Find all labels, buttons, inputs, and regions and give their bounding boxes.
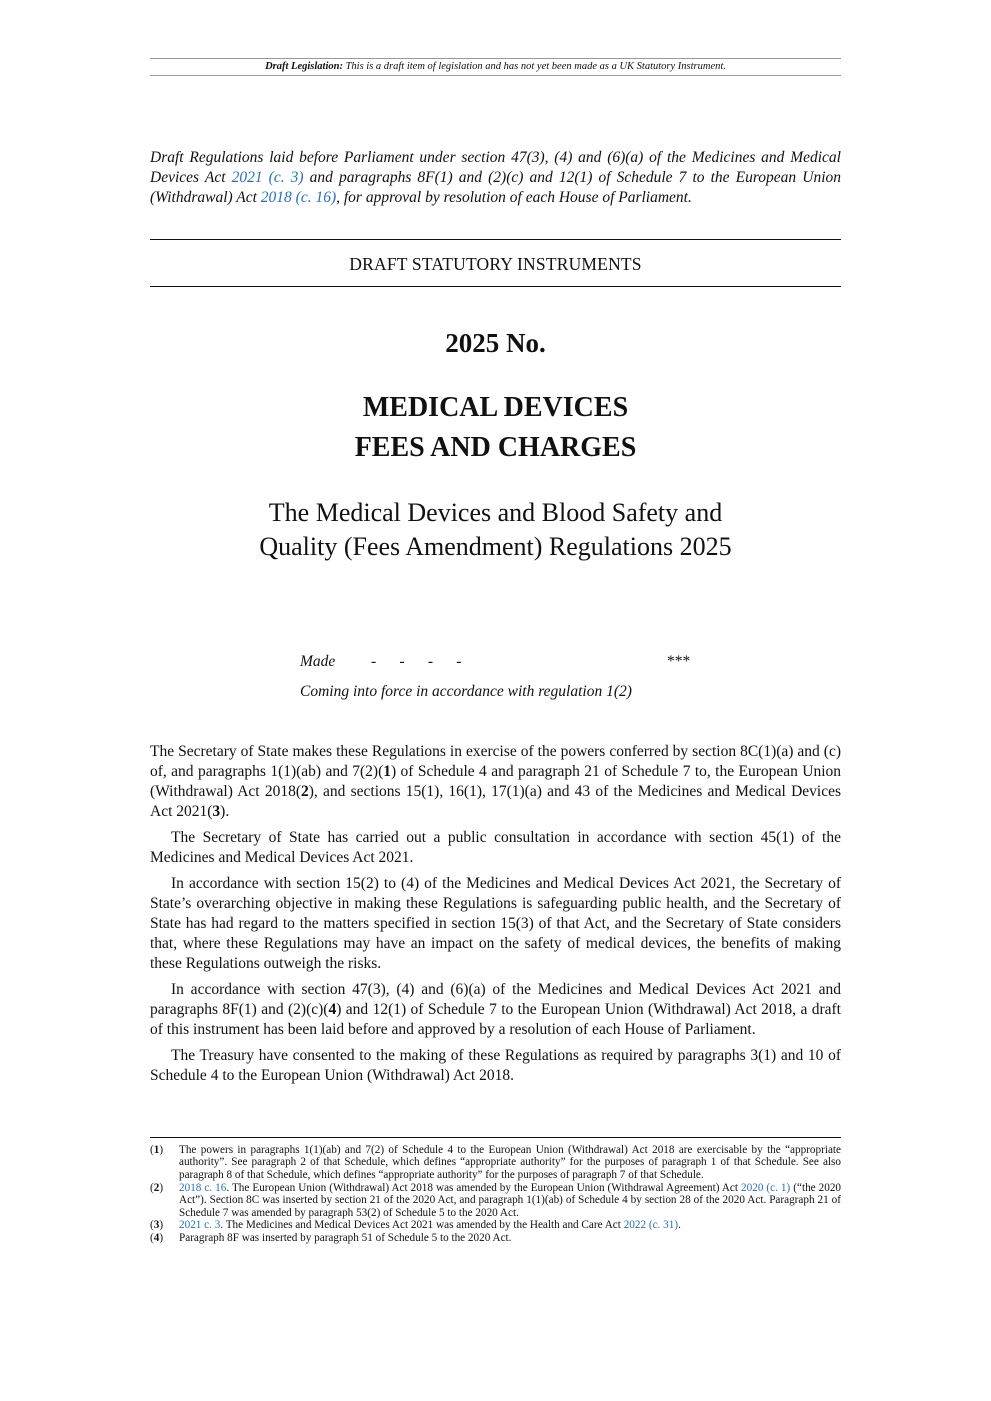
series-heading: DRAFT STATUTORY INSTRUMENTS <box>349 254 642 274</box>
footnote-number: (2) <box>150 1181 164 1194</box>
subject-heading: MEDICAL DEVICES <box>362 392 629 423</box>
draft-banner-label: Draft Legislation: <box>265 61 343 72</box>
footnote-number-value: 4 <box>153 1232 160 1245</box>
footnote <box>150 1144 841 1181</box>
footnote-divider <box>150 1137 841 1138</box>
footnote-text: (“the 2020 Act”). Section 8C was inserted by section 21 of the 2020 Act, and paragraph 1(1)(ab) of Schedule 4 by section 28 of the 2020 Act. Paragraph 21 of Schedule 7 was amended by paragraph 53(2) of Schedule 5 to the 2020 Act. <box>179 1181 842 1219</box>
recital-paragraph: The Treasury have consented to the making of these Regulations as required by paragraphs 3(1) and 10 of Schedule 4 to the European Union (Withdrawal) Act 2018. <box>150 1047 841 1084</box>
made-row <box>300 652 700 682</box>
recitals <box>150 742 841 1092</box>
subject-heading: FEES AND CHARGES <box>354 432 637 463</box>
instrument-title <box>150 496 841 564</box>
footnote-number: (4) <box>150 1232 164 1245</box>
footnote-ref[interactable]: 4 <box>328 1001 337 1018</box>
footnote-text: . The Medicines and Medical Devices Act 2021 was amended by the Health and Care Act <box>220 1219 624 1232</box>
footnotes <box>150 1144 841 1245</box>
preamble-text-1: Draft Regulations laid before Parliament under section 47(3), (4) and (6)(a) of the Medicines and Medical Devices Act <box>150 149 841 186</box>
si-number: 2025 No. <box>445 328 546 358</box>
citation-link[interactable]: 2022 (c. 31) <box>623 1219 679 1232</box>
made-dashes: - - - - <box>371 653 462 670</box>
act-2018-link[interactable]: 2018 (c. 16) <box>260 189 337 206</box>
made-label: Made <box>300 653 336 670</box>
footnote-text: The powers in paragraphs 1(1)(ab) and 7(2) of Schedule 4 to the European Union (Withdrawal) Act 2018 are exercisable by the “appropriate authority”. See paragraph 2 of that Schedule, which defines “appropriate authority” for the purposes of paragraph 1 of that Schedule. See also paragraph 8 of that Schedule, which defines “appropriate authority” for the purposes of paragraph 7 of that Schedule. <box>179 1144 841 1181</box>
preamble-text-3: , for approval by resolution of each House of Parliament. <box>336 189 692 206</box>
divider-top <box>150 239 841 240</box>
coming-into-force-row <box>300 682 700 712</box>
title-line: Quality (Fees Amendment) Regulations 2025 <box>259 532 732 561</box>
recital-text: ) and 12(1) of Schedule 7 to the European Union (Withdrawal) Act 2018, a draft of this instrument has been laid before and approved by a resolution of each House of Parliament. <box>150 1001 841 1038</box>
recital-paragraph <box>150 980 841 1040</box>
draft-banner-text: This is a draft item of legislation and has not yet been made as a UK Statutory Instrument. <box>345 61 726 72</box>
citation-link[interactable]: 2018 c. 16 <box>179 1181 227 1194</box>
footnote <box>150 1219 841 1231</box>
footnote-number-value: 1 <box>153 1144 160 1156</box>
draft-banner <box>150 58 841 76</box>
footnote-text: . <box>678 1219 681 1232</box>
footnote <box>150 1182 841 1219</box>
footnote-ref[interactable]: 1 <box>383 763 391 780</box>
recital-text: ) of Schedule 4 and paragraph 21 of Schedule 7 to, the European Union (Withdrawal) Act 2018( <box>150 763 841 800</box>
recital-paragraph: In accordance with section 15(2) to (4) of the Medicines and Medical Devices Act 2021, the Secretary of State’s overarching objective in making these Regulations is safeguarding public health, and the Secretary of State has had regard to the matters specified in section 15(3) of that Act, and the Secretary of State considers that, where these Regulations may have an impact on the safety of medical devices, the benefits of making these Regulations outweigh the risks. <box>150 875 841 972</box>
recital-text: The Secretary of State makes these Regulations in exercise of the powers conferred by section 8C(1)(a) and (c) of, and paragraphs 1(1)(ab) and 7(2)( <box>150 743 841 780</box>
footnote-text: Paragraph 8F was inserted by paragraph 51 of Schedule 5 to the 2020 Act. <box>179 1232 512 1245</box>
citation-link[interactable]: 2020 (c. 1) <box>741 1181 791 1194</box>
footnote-number-value: 2 <box>153 1181 160 1194</box>
recital-paragraph <box>150 742 841 822</box>
footnote <box>150 1232 841 1244</box>
subject-headings <box>150 388 841 468</box>
footnote-text: . The European Union (Withdrawal) Act 2018 was amended by the European Union (Withdrawal Agreement) Act <box>226 1181 742 1194</box>
coming-into-force-text: Coming into force in accordance with regulation 1(2) <box>300 683 632 700</box>
preamble <box>150 148 841 208</box>
footnote-number: (3) <box>150 1219 164 1232</box>
citation-link[interactable]: 2021 c. 3 <box>179 1219 221 1232</box>
act-2021-link[interactable]: 2021 (c. 3) <box>231 169 304 186</box>
recital-text: In accordance with section 47(3), (4) and (6)(a) of the Medicines and Medical Devices Act 2021 and paragraphs 8F(1) and (2)(c)( <box>150 981 841 1018</box>
recital-paragraph: The Secretary of State has carried out a public consultation in accordance with section 45(1) of the Medicines and Medical Devices Act 2021. <box>150 829 841 866</box>
dates-block <box>300 652 700 712</box>
preamble-text-2: and paragraphs 8F(1) and (2)(c) and 12(1) of Schedule 7 to the European Union (Withdrawal) Act <box>150 169 841 206</box>
made-value: *** <box>667 653 691 670</box>
footnote-ref[interactable]: 3 <box>212 803 221 820</box>
title-line: The Medical Devices and Blood Safety and <box>268 498 723 527</box>
divider-bottom <box>150 286 841 287</box>
footnote-number-value: 3 <box>153 1219 160 1232</box>
footnote-ref[interactable]: 2 <box>301 783 309 800</box>
footnote-number: (1) <box>150 1144 164 1156</box>
recital-text: ). <box>220 803 230 820</box>
recital-text: ), and sections 15(1), 16(1), 17(1)(a) and 43 of the Medicines and Medical Devices Act 2021( <box>150 783 841 820</box>
